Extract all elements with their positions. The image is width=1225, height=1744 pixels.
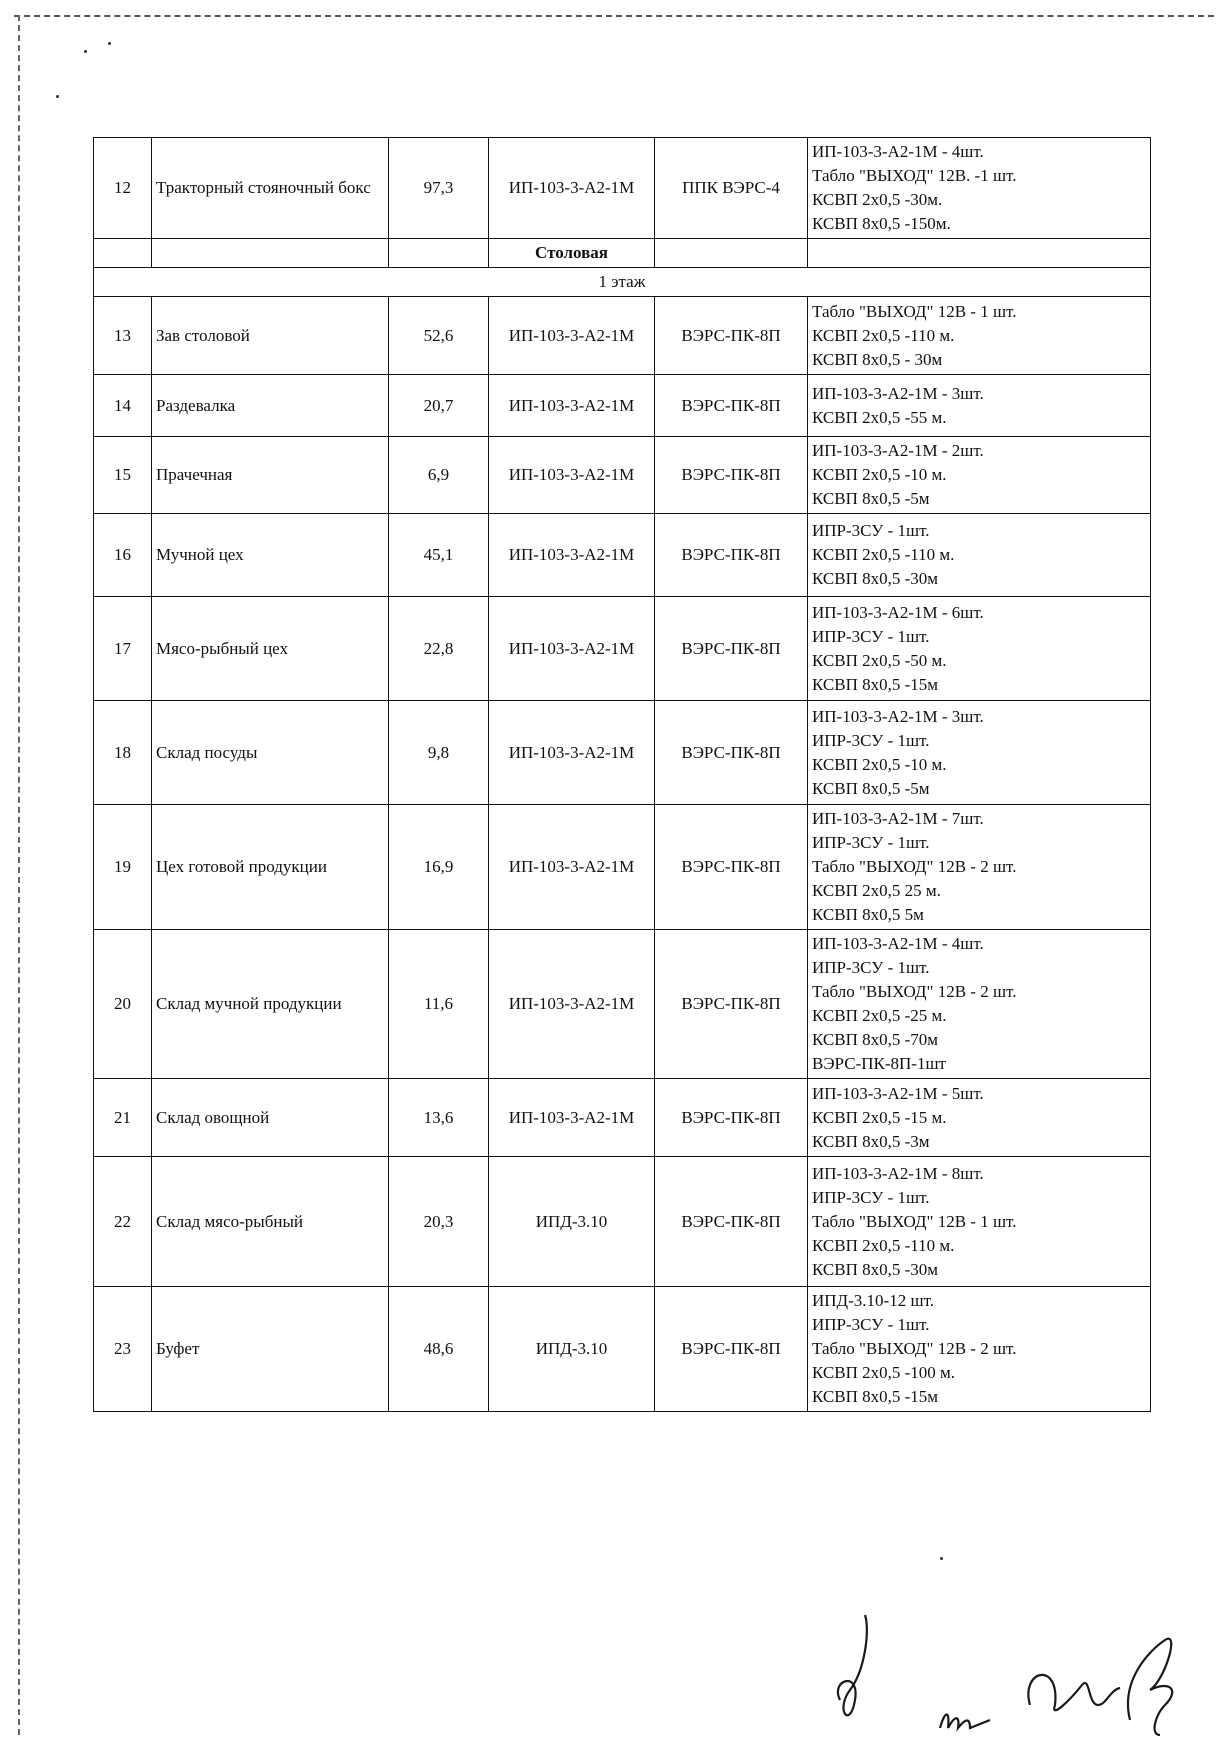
materials-list [808, 437, 1151, 514]
row-number: 20 [94, 930, 152, 1079]
material-line: ИПР-3СУ - 1шт. [812, 626, 930, 646]
room-name: Мясо-рыбный цех [152, 597, 389, 701]
scan-speck [84, 50, 87, 53]
room-name: Склад мясо-рыбный [152, 1157, 389, 1287]
floor-row [94, 268, 1151, 297]
material-line: КСВП 2х0,5 -55 м. [812, 407, 947, 427]
material-line: КСВП 2х0,5 -10 м. [812, 465, 947, 484]
material-line: ВЭРС-ПК-8П-1шт [812, 1054, 946, 1073]
material-line: КСВП 8х0,5 - 30м [812, 349, 943, 369]
row-number: 15 [94, 437, 152, 514]
detector-type: ИП-103-3-А2-1М [489, 514, 655, 597]
materials-list [808, 805, 1151, 930]
material-line: ИП-103-3-А2-1М - 3шт. [812, 706, 984, 726]
detector-type: ИПД-3.10 [489, 1157, 655, 1287]
detector-type: ИПД-3.10 [489, 1287, 655, 1412]
detector-type: ИП-103-3-А2-1М [489, 297, 655, 375]
material-line: КСВП 2х0,5 -110 м. [812, 325, 955, 345]
room-name: Прачечная [152, 437, 389, 514]
material-line: КСВП 2х0,5 25 м. [812, 881, 941, 900]
materials-list [808, 930, 1151, 1079]
detector-type: ИП-103-3-А2-1М [489, 375, 655, 437]
material-line: ИПР-3СУ - 1шт. [812, 1187, 930, 1207]
row-number: 23 [94, 1287, 152, 1412]
room-name: Мучной цех [152, 514, 389, 597]
material-line: КСВП 2х0,5 -15 м. [812, 1107, 947, 1127]
empty-cell [389, 239, 489, 268]
material-line: ИПР-3СУ - 1шт. [812, 1315, 930, 1334]
material-line: ИП-103-3-А2-1М - 4шт. [812, 934, 984, 953]
materials-list [808, 1157, 1151, 1287]
materials-list [808, 701, 1151, 805]
detector-type: ИП-103-3-А2-1М [489, 138, 655, 239]
row-number: 12 [94, 138, 152, 239]
detector-type: ИП-103-3-А2-1М [489, 437, 655, 514]
room-name: Склад посуды [152, 701, 389, 805]
table-row [94, 597, 1151, 701]
empty-cell [152, 239, 389, 268]
materials-list [808, 514, 1151, 597]
control-device: ППК ВЭРС-4 [655, 138, 808, 239]
material-line: ИП-103-3-А2-1М - 7шт. [812, 809, 984, 828]
detector-type: ИП-103-3-А2-1М [489, 701, 655, 805]
materials-list [808, 1287, 1151, 1412]
material-line: КСВП 8х0,5 5м [812, 905, 924, 924]
row-number: 18 [94, 701, 152, 805]
material-line: ИП-103-3-А2-1М - 6шт. [812, 602, 984, 622]
materials-list [808, 597, 1151, 701]
room-area: 20,3 [389, 1157, 489, 1287]
room-area: 52,6 [389, 297, 489, 375]
table-row [94, 437, 1151, 514]
control-device: ВЭРС-ПК-8П [655, 930, 808, 1079]
empty-cell [655, 239, 808, 268]
detector-type: ИП-103-3-А2-1М [489, 1079, 655, 1157]
row-number: 13 [94, 297, 152, 375]
materials-list [808, 1079, 1151, 1157]
room-area: 45,1 [389, 514, 489, 597]
row-number: 22 [94, 1157, 152, 1287]
room-name: Склад овощной [152, 1079, 389, 1157]
row-number: 17 [94, 597, 152, 701]
material-line: КСВП 2х0,5 -50 м. [812, 650, 947, 670]
detector-type: ИП-103-3-А2-1М [489, 930, 655, 1079]
material-line: КСВП 8х0,5 -30м [812, 1259, 939, 1279]
table-row [94, 514, 1151, 597]
scan-speck [108, 42, 111, 45]
material-line: ИПР-3СУ - 1шт. [812, 521, 930, 540]
material-line: ИПР-3СУ - 1шт. [812, 833, 930, 852]
table-row [94, 138, 1151, 239]
material-line: КСВП 8х0,5 -30м [812, 569, 939, 588]
room-name: Тракторный стояночный бокс [152, 138, 389, 239]
scan-speck [56, 95, 59, 98]
room-area: 9,8 [389, 701, 489, 805]
material-line: КСВП 8х0,5 -3м [812, 1131, 930, 1151]
row-number: 21 [94, 1079, 152, 1157]
room-area: 48,6 [389, 1287, 489, 1412]
scan-edge-top [14, 15, 1214, 17]
room-name: Буфет [152, 1287, 389, 1412]
room-name: Раздевалка [152, 375, 389, 437]
table-row [94, 1079, 1151, 1157]
material-line: КСВП 2х0,5 -110 м. [812, 545, 955, 564]
room-area: 16,9 [389, 805, 489, 930]
material-line: КСВП 8х0,5 -5м [812, 489, 930, 508]
control-device: ВЭРС-ПК-8П [655, 701, 808, 805]
control-device: ВЭРС-ПК-8П [655, 375, 808, 437]
scan-edge-left [18, 15, 20, 1735]
table-row [94, 1287, 1151, 1412]
material-line: Табло "ВЫХОД" 12В - 2 шт. [812, 857, 1017, 876]
material-line: ИП-103-3-А2-1М - 5шт. [812, 1083, 984, 1103]
table-row [94, 375, 1151, 437]
material-line: КСВП 2х0,5 -10 м. [812, 754, 947, 774]
material-line: Табло "ВЫХОД" 12В - 1 шт. [812, 301, 1017, 321]
materials-list [808, 297, 1151, 375]
control-device: ВЭРС-ПК-8П [655, 597, 808, 701]
room-name: Цех готовой продукции [152, 805, 389, 930]
material-line: КСВП 2х0,5 -110 м. [812, 1235, 955, 1255]
section-title: Столовая [489, 239, 655, 268]
control-device: ВЭРС-ПК-8П [655, 1287, 808, 1412]
control-device: ВЭРС-ПК-8П [655, 514, 808, 597]
scan-speck [940, 1557, 943, 1560]
table-row [94, 701, 1151, 805]
material-line: КСВП 2х0,5 -100 м. [812, 1363, 956, 1382]
empty-cell [808, 239, 1151, 268]
room-area: 97,3 [389, 138, 489, 239]
material-line: Табло "ВЫХОД" 12В - 1 шт. [812, 1211, 1017, 1231]
material-line: Табло "ВЫХОД" 12В - 2 шт. [812, 1339, 1017, 1358]
room-area: 20,7 [389, 375, 489, 437]
room-area: 6,9 [389, 437, 489, 514]
material-line: ИП-103-3-А2-1М - 8шт. [812, 1163, 984, 1183]
control-device: ВЭРС-ПК-8П [655, 1157, 808, 1287]
control-device: ВЭРС-ПК-8П [655, 297, 808, 375]
table-row [94, 297, 1151, 375]
material-line: ИПД-3.10-12 шт. [812, 1291, 934, 1310]
control-device: ВЭРС-ПК-8П [655, 437, 808, 514]
material-line: КСВП 8х0,5 -5м [812, 778, 930, 798]
material-line: КСВП 8х0,5 -70м [812, 1030, 939, 1049]
material-line: Табло "ВЫХОД" 12В. -1 шт. [812, 166, 1017, 185]
detector-type: ИП-103-3-А2-1М [489, 805, 655, 930]
material-line: Табло "ВЫХОД" 12В - 2 шт. [812, 982, 1017, 1001]
row-number: 16 [94, 514, 152, 597]
table-row [94, 1157, 1151, 1287]
material-line: ИП-103-3-А2-1М - 4шт. [812, 142, 984, 161]
material-line: ИП-103-3-А2-1М - 3шт. [812, 383, 984, 403]
empty-cell [94, 239, 152, 268]
room-area: 13,6 [389, 1079, 489, 1157]
handwritten-signatures [820, 1610, 1220, 1740]
material-line: ИП-103-3-А2-1М - 2шт. [812, 441, 984, 460]
material-line: ИПР-3СУ - 1шт. [812, 730, 930, 750]
equipment-table [93, 137, 1151, 1412]
row-number: 14 [94, 375, 152, 437]
room-name: Зав столовой [152, 297, 389, 375]
material-line: КСВП 2х0,5 -25 м. [812, 1006, 947, 1025]
room-area: 11,6 [389, 930, 489, 1079]
floor-title: 1 этаж [94, 268, 1151, 297]
table-row [94, 930, 1151, 1079]
control-device: ВЭРС-ПК-8П [655, 805, 808, 930]
control-device: ВЭРС-ПК-8П [655, 1079, 808, 1157]
material-line: КСВП 8х0,5 -150м. [812, 214, 951, 233]
section-row [94, 239, 1151, 268]
material-line: КСВП 2х0,5 -30м. [812, 190, 943, 209]
material-line: КСВП 8х0,5 -15м [812, 674, 939, 694]
material-line: КСВП 8х0,5 -15м [812, 1387, 939, 1406]
row-number: 19 [94, 805, 152, 930]
materials-list [808, 375, 1151, 437]
room-area: 22,8 [389, 597, 489, 701]
materials-list [808, 138, 1151, 239]
material-line: ИПР-3СУ - 1шт. [812, 958, 930, 977]
detector-type: ИП-103-3-А2-1М [489, 597, 655, 701]
room-name: Склад мучной продукции [152, 930, 389, 1079]
table-row [94, 805, 1151, 930]
